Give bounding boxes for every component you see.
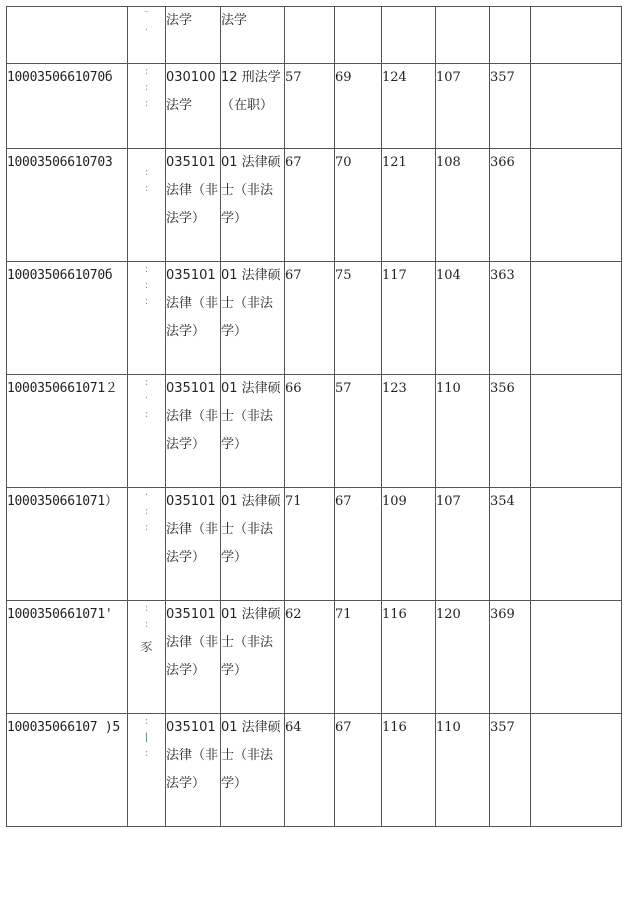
- direction-text: 法学: [221, 13, 248, 28]
- total-score: [490, 7, 531, 64]
- major-code: 035101: [166, 155, 216, 170]
- exam-id-cell: 1000350661070б: [7, 262, 128, 375]
- direction-cell: [221, 64, 285, 149]
- direction-text: 01 法律硕士（非法学）: [221, 268, 281, 339]
- name-cell: : · :: [128, 375, 166, 488]
- score-4: 107: [436, 488, 490, 601]
- direction-cell: [221, 601, 285, 714]
- direction-text: 01 法律硕士（非法学）: [221, 155, 281, 226]
- major-name: 法律（非法学）: [166, 296, 219, 339]
- blank-cell: [531, 601, 622, 714]
- table-row: [7, 601, 622, 714]
- name-cell: : : :: [128, 64, 166, 149]
- exam-id-cell: 1000350661071）: [7, 488, 128, 601]
- total-score: 356: [490, 375, 531, 488]
- major-name: 法律（非法学）: [166, 635, 219, 678]
- score-3: 116: [382, 601, 436, 714]
- exam-id-cell: 1000350661071': [7, 601, 128, 714]
- table-row: [7, 64, 622, 149]
- score-2: 70: [335, 149, 382, 262]
- score-2: 57: [335, 375, 382, 488]
- total-score: 363: [490, 262, 531, 375]
- score-4: 110: [436, 375, 490, 488]
- name-cell: : :: [128, 149, 166, 262]
- total-score: 357: [490, 714, 531, 827]
- score-3: [382, 7, 436, 64]
- major-cell: [166, 488, 221, 601]
- score-4: [436, 7, 490, 64]
- major-name: 法律（非法学）: [166, 748, 219, 791]
- blank-cell: [531, 375, 622, 488]
- exam-id-cell: 1000350661070З: [7, 149, 128, 262]
- score-3: 116: [382, 714, 436, 827]
- major-code: 035101: [166, 607, 216, 622]
- score-4: 108: [436, 149, 490, 262]
- score-3: 117: [382, 262, 436, 375]
- exam-id-cell: 100035066107 )5: [7, 714, 128, 827]
- table-row: [7, 375, 622, 488]
- score-4: 107: [436, 64, 490, 149]
- direction-text: 01 法律硕士（非法学）: [221, 494, 281, 565]
- major-cell: [166, 601, 221, 714]
- total-score: 354: [490, 488, 531, 601]
- major-cell: [166, 262, 221, 375]
- table-row: [7, 149, 622, 262]
- score-2: 67: [335, 714, 382, 827]
- direction-cell: [221, 262, 285, 375]
- direction-cell: [221, 714, 285, 827]
- score-4: 120: [436, 601, 490, 714]
- total-score: 357: [490, 64, 531, 149]
- score-1: 62: [285, 601, 335, 714]
- score-3: 109: [382, 488, 436, 601]
- major-cell: [166, 7, 221, 64]
- table-row: [7, 262, 622, 375]
- major-cell: [166, 149, 221, 262]
- score-2: 75: [335, 262, 382, 375]
- name-cell: ⁻ ·: [128, 7, 166, 64]
- major-cell: [166, 64, 221, 149]
- name-cell: · : :: [128, 488, 166, 601]
- major-code: 035101: [166, 381, 216, 396]
- major-name: 法律（非法学）: [166, 522, 219, 565]
- direction-cell: [221, 375, 285, 488]
- blank-cell: [531, 64, 622, 149]
- major-code: 030100: [166, 70, 216, 85]
- major-name: 法律（非法学）: [166, 183, 219, 226]
- score-3: 123: [382, 375, 436, 488]
- score-2: 71: [335, 601, 382, 714]
- blank-cell: [531, 714, 622, 827]
- major-code: 035101: [166, 494, 216, 509]
- score-1: 67: [285, 149, 335, 262]
- score-1: 71: [285, 488, 335, 601]
- exam-id-cell: 1000350661071２: [7, 375, 128, 488]
- major-cell: [166, 375, 221, 488]
- table-row: [7, 488, 622, 601]
- major-name: 法学: [166, 98, 193, 113]
- direction-text: 01 法律硕士（非法学）: [221, 720, 281, 791]
- total-score: 366: [490, 149, 531, 262]
- major-code: 035101: [166, 268, 216, 283]
- score-1: 67: [285, 262, 335, 375]
- table-row: [7, 7, 622, 64]
- score-2: 67: [335, 488, 382, 601]
- score-1: 66: [285, 375, 335, 488]
- name-cell: : | :: [128, 714, 166, 827]
- direction-text: 01 法律硕士（非法学）: [221, 607, 281, 678]
- direction-text: 01 法律硕士（非法学）: [221, 381, 281, 452]
- exam-id-cell: 1000350661070б: [7, 64, 128, 149]
- table-row: [7, 714, 622, 827]
- direction-cell: [221, 149, 285, 262]
- blank-cell: [531, 7, 622, 64]
- score-2: [335, 7, 382, 64]
- name-cell: : : :: [128, 262, 166, 375]
- direction-text: 12 刑法学（在职）: [221, 70, 281, 113]
- major-name: 法律（非法学）: [166, 409, 219, 452]
- score-1: [285, 7, 335, 64]
- major-name: 法学: [166, 13, 193, 28]
- name-cell: : : 豕: [128, 601, 166, 714]
- score-1: 64: [285, 714, 335, 827]
- score-2: 69: [335, 64, 382, 149]
- score-3: 121: [382, 149, 436, 262]
- direction-cell: [221, 488, 285, 601]
- score-3: 124: [382, 64, 436, 149]
- name-text: 豕: [140, 640, 153, 654]
- score-4: 110: [436, 714, 490, 827]
- major-cell: [166, 714, 221, 827]
- score-table: [6, 6, 622, 827]
- blank-cell: [531, 149, 622, 262]
- total-score: 369: [490, 601, 531, 714]
- major-code: 035101: [166, 720, 216, 735]
- score-1: 57: [285, 64, 335, 149]
- direction-cell: [221, 7, 285, 64]
- score-4: 104: [436, 262, 490, 375]
- exam-id-cell: [7, 7, 128, 64]
- blank-cell: [531, 488, 622, 601]
- blank-cell: [531, 262, 622, 375]
